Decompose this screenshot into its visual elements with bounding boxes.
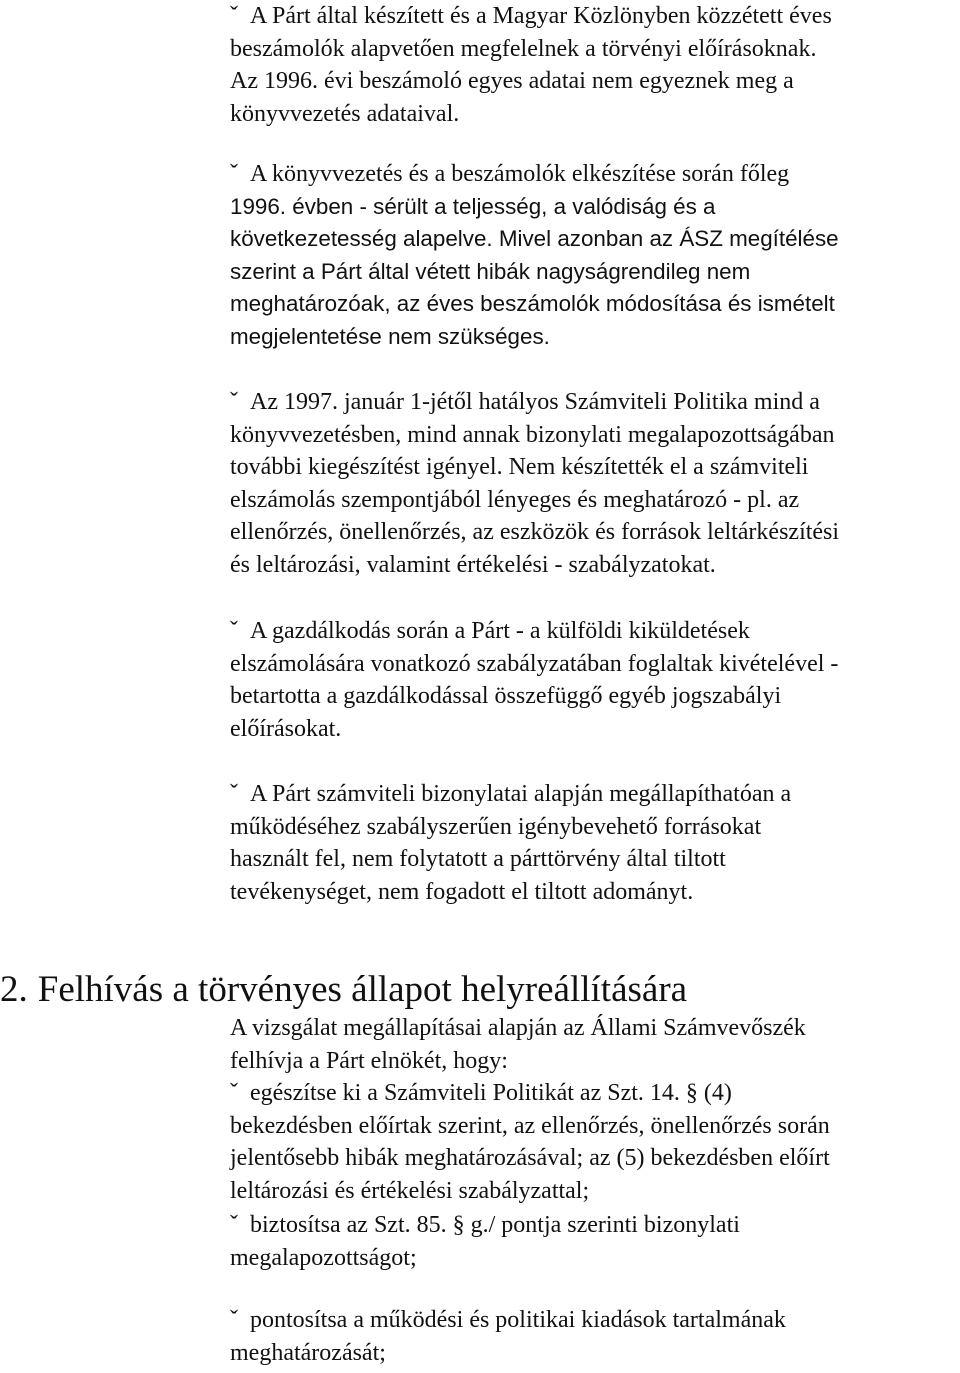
section-number: 2. [0, 969, 28, 1010]
text-line: megalapozottságot; [230, 1244, 417, 1271]
text-line: megjelentetése nem szükséges. [230, 323, 550, 349]
text-line: és leltározási, valamint értékelési - szabályzatokat. [230, 551, 716, 578]
text-line: elszámolására vonatkozó szabályzatában foglaltak kivételével - [230, 650, 839, 677]
paragraph-3 [230, 386, 958, 581]
text-line: ˇ A könyvvezetés és a beszámolók elkészítése során főleg [230, 158, 958, 191]
text-line: ˇ biztosítsa az Szt. 85. § g./ pontja szerinti bizonylati [230, 1209, 958, 1242]
bullet-mark: ˇ [230, 1212, 238, 1238]
text-line: bekezdésben előírtak szerint, az ellenőrzés, önellenőrzés során [230, 1112, 830, 1139]
bullet-mark: ˇ [230, 781, 238, 807]
text-line: ellenőrzés, önellenőrzés, az eszközök és források leltárkészítési [230, 519, 840, 545]
text-line: elszámolás szempontjából lényeges és meghatározó - pl. az [230, 486, 800, 513]
text-line: Az 1996. évi beszámoló egyes adatai nem egyeznek meg a [230, 68, 794, 94]
paragraph-5 [230, 778, 958, 908]
demand-item-1 [230, 1077, 958, 1207]
text-line: leltározási és értékelési szabályzattal; [230, 1177, 590, 1204]
text-line: működéséhez szabályszerűen igénybevehető forrásokat [230, 813, 762, 840]
text-line: ˇ Az 1997. január 1-jétől hatályos Számviteli Politika mind a [230, 386, 958, 419]
text-line: tevékenységet, nem fogadott el tiltott adományt. [230, 878, 694, 905]
text-line: előírásokat. [230, 715, 342, 742]
text-line: ˇ A Párt által készített és a Magyar Közlönyben közzétett éves [230, 0, 958, 33]
paragraph-4 [230, 615, 958, 745]
section-intro [230, 1012, 958, 1077]
text-line: betartotta a gazdálkodással összefüggő egyéb jogszabályi [230, 683, 782, 709]
text-line: következetesség alapelve. Mivel azonban az ÁSZ megítélése [230, 226, 839, 251]
text-line: felhívja a Párt elnökét, hogy: [230, 1047, 508, 1074]
text-line: A vizsgálat megállapításai alapján az Állami Számvevőszék [230, 1015, 806, 1041]
bullet-mark: ˇ [230, 161, 238, 187]
text-line: ˇ A gazdálkodás során a Párt - a külföldi kiküldetések [230, 615, 958, 648]
text-line: meghatározását; [230, 1339, 386, 1366]
text-line: további kiegészítést igényel. Nem készítették el a számviteli [230, 454, 809, 480]
text-line: könyvvezetésben, mind annak bizonylati megalapozottságában [230, 421, 835, 448]
text-line: ˇ A Párt számviteli bizonylatai alapján megállapíthatóan a [230, 778, 958, 811]
text-line: szerint a Párt által vétett hibák nagyságrendileg nem [230, 258, 751, 284]
text-line: ˇ egészítse ki a Számviteli Politikát az Szt. 14. § (4) [230, 1077, 958, 1110]
section-heading [0, 967, 687, 1013]
text-line: beszámolók alapvetően megfelelnek a törvényi előírásoknak. [230, 35, 817, 62]
section-title: Felhívás a törvényes állapot helyreállítására [37, 969, 688, 1010]
text-line: használt fel, nem folytatott a párttörvény által tiltott [230, 846, 726, 872]
bullet-mark: ˇ [230, 618, 238, 644]
paragraph-1 [230, 0, 958, 130]
text-line: jelentősebb hibák meghatározásával; az (5) bekezdésben előírt [230, 1145, 830, 1171]
bullet-mark: ˇ [230, 3, 238, 29]
text-line: meghatározóak, az éves beszámolók módosítása és ismételt [230, 291, 835, 316]
paragraph-2 [230, 158, 958, 353]
bullet-mark: ˇ [230, 1080, 238, 1106]
demand-item-2 [230, 1209, 958, 1274]
bullet-mark: ˇ [230, 1307, 238, 1333]
text-line: könyvvezetés adataival. [230, 100, 460, 127]
bullet-mark: ˇ [230, 389, 238, 415]
demand-item-3 [230, 1304, 958, 1369]
text-line: 1996. évben - sérült a teljesség, a valódiság és a [230, 193, 716, 219]
text-line: ˇ pontosítsa a működési és politikai kiadások tartalmának [230, 1304, 958, 1337]
